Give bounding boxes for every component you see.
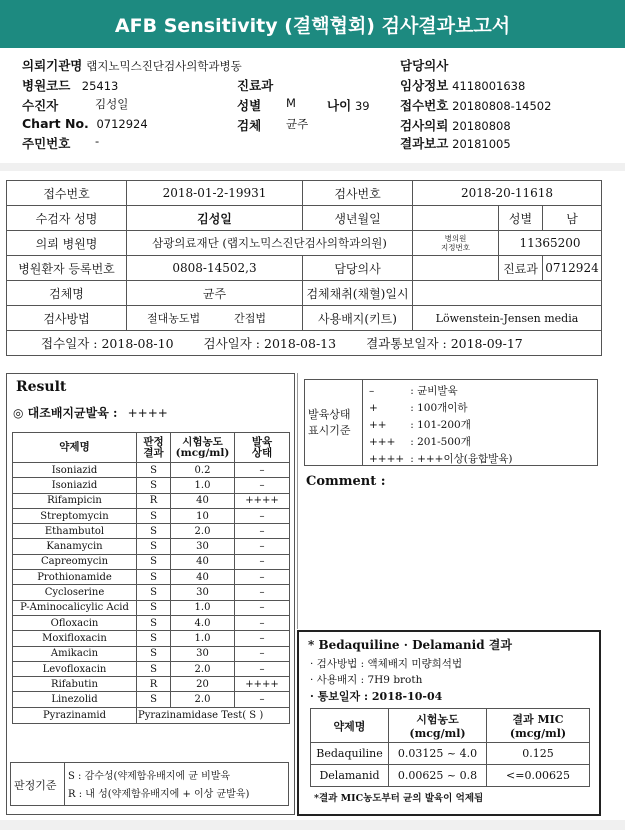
drug-growth: ++++ xyxy=(235,677,290,692)
notify-date-label: 결과통보일자 : xyxy=(366,336,447,351)
comment-label: Comment : xyxy=(306,474,386,489)
control-value: ++++ xyxy=(127,406,168,420)
age-label: 나이 xyxy=(327,98,352,113)
chart-value: 0712924 xyxy=(96,117,148,131)
hospital-code-label: 병원코드 xyxy=(22,78,71,93)
drug-growth: – xyxy=(235,554,290,569)
growth-meaning: : 100개이하 xyxy=(410,402,468,414)
form-label: 병의원 지정번호 xyxy=(413,231,499,256)
growth-meaning: : +++이상(융합발육) xyxy=(410,453,513,465)
drug-row xyxy=(13,646,290,661)
drug-result: S xyxy=(137,539,171,554)
drug-result: S xyxy=(137,600,171,615)
growth-legend-item xyxy=(366,399,516,416)
drug-growth: – xyxy=(235,524,290,539)
bdq-conc: 0.03125 ~ 4.0 xyxy=(389,743,487,765)
drug-result: S xyxy=(137,524,171,539)
bdq-table xyxy=(310,708,590,787)
drug-conc: 2.0 xyxy=(171,661,235,676)
drug-name: Capreomycin xyxy=(13,554,137,569)
drug-conc: 2.0 xyxy=(171,524,235,539)
drug-row xyxy=(13,539,290,554)
bdq-notify-date: 2018-10-04 xyxy=(371,690,443,703)
form-label: 성별 xyxy=(499,206,543,231)
drug-growth: – xyxy=(235,539,290,554)
drug-row xyxy=(13,524,290,539)
drug-result: S xyxy=(137,661,171,676)
drug-conc: 40 xyxy=(171,570,235,585)
drug-name: P-Aminocalicylic Acid xyxy=(13,600,137,615)
bdq-col-mic: 결과 MIC (mcg/ml) xyxy=(487,709,590,743)
drug-result: S xyxy=(137,615,171,630)
form-label: 수검자 성명 xyxy=(7,206,127,231)
form-value: 11365200 xyxy=(499,231,602,256)
drug-name: Moxifloxacin xyxy=(13,631,137,646)
growth-legend-item xyxy=(366,433,516,450)
form-value: 김성일 xyxy=(127,206,303,231)
growth-divider xyxy=(362,379,363,466)
growth-legend xyxy=(366,382,516,467)
form-label: 진료과 xyxy=(499,256,543,281)
specimen-label: 검체 xyxy=(237,118,262,133)
bdq-medium: · 사용배지 : 7H9 broth xyxy=(310,674,423,686)
bdq-mic: 0.125 xyxy=(487,743,590,765)
drug-conc: 1.0 xyxy=(171,631,235,646)
right-divider xyxy=(297,373,298,629)
bdq-drug: Bedaquiline xyxy=(311,743,389,765)
bdq-col-conc: 시험농도 (mcg/ml) xyxy=(389,709,487,743)
drug-name: Prothionamide xyxy=(13,570,137,585)
drug-row xyxy=(13,554,290,569)
drug-result: S xyxy=(137,585,171,600)
drug-row xyxy=(13,661,290,676)
drug-name: Streptomycin xyxy=(13,508,137,523)
drug-conc: 30 xyxy=(171,646,235,661)
drug-result: S xyxy=(137,692,171,707)
institution-label: 의뢰기관명 xyxy=(22,58,83,73)
age-value: 39 xyxy=(354,99,370,113)
growth-symbol: – xyxy=(369,384,375,397)
form-value: 2018-01-2-19931 xyxy=(127,181,303,206)
drug-row xyxy=(13,585,290,600)
sex-label: 성별 xyxy=(237,98,262,113)
drug-row xyxy=(13,478,290,493)
method1: 절대농도법 xyxy=(147,312,201,325)
drug-name: Ofloxacin xyxy=(13,615,137,630)
control-growth xyxy=(13,404,168,421)
growth-meaning: : 균비발육 xyxy=(410,385,458,397)
form-value xyxy=(413,256,499,281)
drug-row xyxy=(13,615,290,630)
drug-growth: – xyxy=(235,585,290,600)
drug-growth: – xyxy=(235,692,290,707)
form-row xyxy=(7,181,602,206)
chart-label: Chart No. xyxy=(22,116,89,131)
bdq-footnote: *결과 MIC농도부터 균의 발육이 억제됨 xyxy=(314,793,484,804)
request-value: 20180808 xyxy=(452,119,511,133)
drug-name: Isoniazid xyxy=(13,478,137,493)
drug-row xyxy=(13,463,290,478)
growth-legend-item xyxy=(366,382,516,399)
drug-row xyxy=(13,570,290,585)
drug-growth: – xyxy=(235,631,290,646)
drug-conc: 1.0 xyxy=(171,600,235,615)
drug-growth: – xyxy=(235,600,290,615)
col-conc: 시험농도 (mcg/ml) xyxy=(171,433,235,463)
drug-result: S xyxy=(137,508,171,523)
drug-name: Rifabutin xyxy=(13,677,137,692)
bdq-row xyxy=(311,743,590,765)
form-dates xyxy=(7,331,602,356)
sex-value: M xyxy=(286,96,296,110)
drug-result: S xyxy=(137,631,171,646)
drug-conc: 20 xyxy=(171,677,235,692)
rrn-value: - xyxy=(95,134,100,148)
drug-header-row xyxy=(13,433,290,463)
test-date-label: 검사일자 : xyxy=(203,336,261,351)
form-label: 검체명 xyxy=(7,281,127,306)
drug-conc: 2.0 xyxy=(171,692,235,707)
form-value: 0808-14502,3 xyxy=(127,256,303,281)
receipt-label: 접수번호 xyxy=(400,98,449,113)
bdq-row xyxy=(311,765,590,787)
drug-growth: ++++ xyxy=(235,493,290,508)
drug-growth: – xyxy=(235,615,290,630)
drug-conc: 0.2 xyxy=(171,463,235,478)
form-label: 검사번호 xyxy=(303,181,413,206)
pza-value: Pyrazinamidase Test( S ) xyxy=(137,707,290,723)
drug-result: S xyxy=(137,463,171,478)
doctor-label: 담당의사 xyxy=(400,58,449,73)
growth-label: 발육상태 표시기준 xyxy=(308,408,351,437)
growth-symbol: ++ xyxy=(369,418,387,431)
drug-conc: 10 xyxy=(171,508,235,523)
drug-growth: – xyxy=(235,570,290,585)
drug-result: R xyxy=(137,493,171,508)
drug-name: Cycloserine xyxy=(13,585,137,600)
form-label: 병원환자 등록번호 xyxy=(7,256,127,281)
drug-row xyxy=(13,631,290,646)
receipt-date-label: 접수일자 : xyxy=(41,336,98,351)
bdq-drug: Delamanid xyxy=(311,765,389,787)
rrn-label: 주민번호 xyxy=(22,136,71,151)
growth-symbol: + xyxy=(369,401,378,414)
form-value: 삼광의료재단 (랩지노믹스진단검사의학과의원) xyxy=(127,231,413,256)
form-label: 의뢰 병원명 xyxy=(7,231,127,256)
drug-growth: – xyxy=(235,463,290,478)
patient-label: 수진자 xyxy=(22,98,59,113)
criteria-divider xyxy=(64,762,65,806)
bdq-notify-label: · 통보일자 : xyxy=(310,690,369,703)
col-growth: 발육 상태 xyxy=(235,433,290,463)
drug-result: R xyxy=(137,677,171,692)
drug-row xyxy=(13,508,290,523)
bdq-col-drug: 약제명 xyxy=(311,709,389,743)
drug-result: S xyxy=(137,478,171,493)
specimen-value: 균주 xyxy=(286,117,309,131)
drug-name: Rifampicin xyxy=(13,493,137,508)
form-value: Löwenstein-Jensen media xyxy=(413,306,602,331)
drug-name: Kanamycin xyxy=(13,539,137,554)
drug-growth: – xyxy=(235,646,290,661)
page-footer-band xyxy=(0,820,625,830)
form-label: 접수번호 xyxy=(7,181,127,206)
drug-conc: 30 xyxy=(171,585,235,600)
drug-name: Levofloxacin xyxy=(13,661,137,676)
drug-name: Linezolid xyxy=(13,692,137,707)
notify-date: 2018-09-17 xyxy=(450,336,523,351)
drug-conc: 30 xyxy=(171,539,235,554)
request-label: 검사의뢰 xyxy=(400,118,449,133)
section-divider xyxy=(0,163,625,171)
test-date: 2018-08-13 xyxy=(264,336,337,351)
bdq-method: · 검사방법 : 액체배지 미량희석법 xyxy=(310,658,463,670)
form-label: 사용배지(키트) xyxy=(303,306,413,331)
patient-value: 김성일 xyxy=(95,97,129,111)
form-value: 남 xyxy=(543,206,602,231)
drug-row xyxy=(13,677,290,692)
form-value xyxy=(413,281,602,306)
form-row xyxy=(7,206,602,231)
form-row xyxy=(7,331,602,356)
form-label: 생년월일 xyxy=(303,206,413,231)
col-drug: 약제명 xyxy=(13,433,137,463)
institution-value: 랩지노믹스진단검사의학과병동 xyxy=(86,59,242,73)
drug-table xyxy=(12,432,290,724)
report-title: AFB Sensitivity (결핵협회) 검사결과보고서 xyxy=(0,0,625,48)
drug-rows xyxy=(13,463,290,708)
bdq-title: * Bedaquiline · Delamanid 결과 xyxy=(308,638,512,652)
hospital-code-value: 25413 xyxy=(81,79,119,93)
growth-symbol: +++ xyxy=(369,435,396,448)
bdq-conc: 0.00625 ~ 0.8 xyxy=(389,765,487,787)
form-row xyxy=(7,256,602,281)
criteria-s: S : 감수성(약제함유배지에 균 비발육 xyxy=(68,771,231,782)
drug-row xyxy=(13,692,290,707)
form-info-table xyxy=(6,180,602,356)
bdq-header-row xyxy=(311,709,590,743)
dept-label: 진료과 xyxy=(237,78,274,93)
drug-result: S xyxy=(137,646,171,661)
form-value xyxy=(413,206,499,231)
growth-meaning: : 201-500개 xyxy=(410,436,471,448)
drug-conc: 4.0 xyxy=(171,615,235,630)
pza-name: Pyrazinamid xyxy=(13,707,137,723)
growth-meaning: : 101-200개 xyxy=(410,419,471,431)
drug-conc: 40 xyxy=(171,493,235,508)
drug-conc: 40 xyxy=(171,554,235,569)
form-value: 균주 xyxy=(127,281,303,306)
form-row xyxy=(7,306,602,331)
growth-legend-item xyxy=(366,450,516,467)
form-value: 2018-20-11618 xyxy=(413,181,602,206)
drug-row xyxy=(13,600,290,615)
report-value: 20181005 xyxy=(452,137,511,151)
clinical-value: 4118001638 xyxy=(452,79,526,93)
bdq-mic: <=0.00625 xyxy=(487,765,590,787)
drug-name: Amikacin xyxy=(13,646,137,661)
drug-growth: – xyxy=(235,478,290,493)
form-value: 0712924 xyxy=(543,256,602,281)
form-value xyxy=(127,306,303,331)
drug-row xyxy=(13,493,290,508)
form-label: 검사방법 xyxy=(7,306,127,331)
drug-name: Isoniazid xyxy=(13,463,137,478)
drug-result: S xyxy=(137,554,171,569)
growth-legend-item xyxy=(366,416,516,433)
form-label: 담당의사 xyxy=(303,256,413,281)
report-label: 결과보고 xyxy=(400,136,449,151)
criteria-label: 판정기준 xyxy=(14,779,57,792)
bdq-notify xyxy=(310,688,442,704)
criteria-r: R : 내 성(약제함유배지에 + 이상 균발육) xyxy=(68,789,250,800)
form-label: 검체채취(채혈)일시 xyxy=(303,281,413,306)
method2: 간접법 xyxy=(234,312,267,325)
drug-result: S xyxy=(137,570,171,585)
drug-conc: 1.0 xyxy=(171,478,235,493)
receipt-date: 2018-08-10 xyxy=(101,336,174,351)
control-label: ◎ 대조배지균발육 : xyxy=(13,406,118,420)
drug-growth: – xyxy=(235,661,290,676)
drug-name: Ethambutol xyxy=(13,524,137,539)
clinical-label: 임상정보 xyxy=(400,78,449,93)
col-result: 판정 결과 xyxy=(137,433,171,463)
growth-symbol: ++++ xyxy=(369,452,405,465)
drug-growth: – xyxy=(235,508,290,523)
form-row xyxy=(7,231,602,256)
form-row xyxy=(7,281,602,306)
receipt-value: 20180808-14502 xyxy=(452,99,552,113)
pza-row xyxy=(13,707,290,723)
result-heading: Result xyxy=(16,379,67,395)
